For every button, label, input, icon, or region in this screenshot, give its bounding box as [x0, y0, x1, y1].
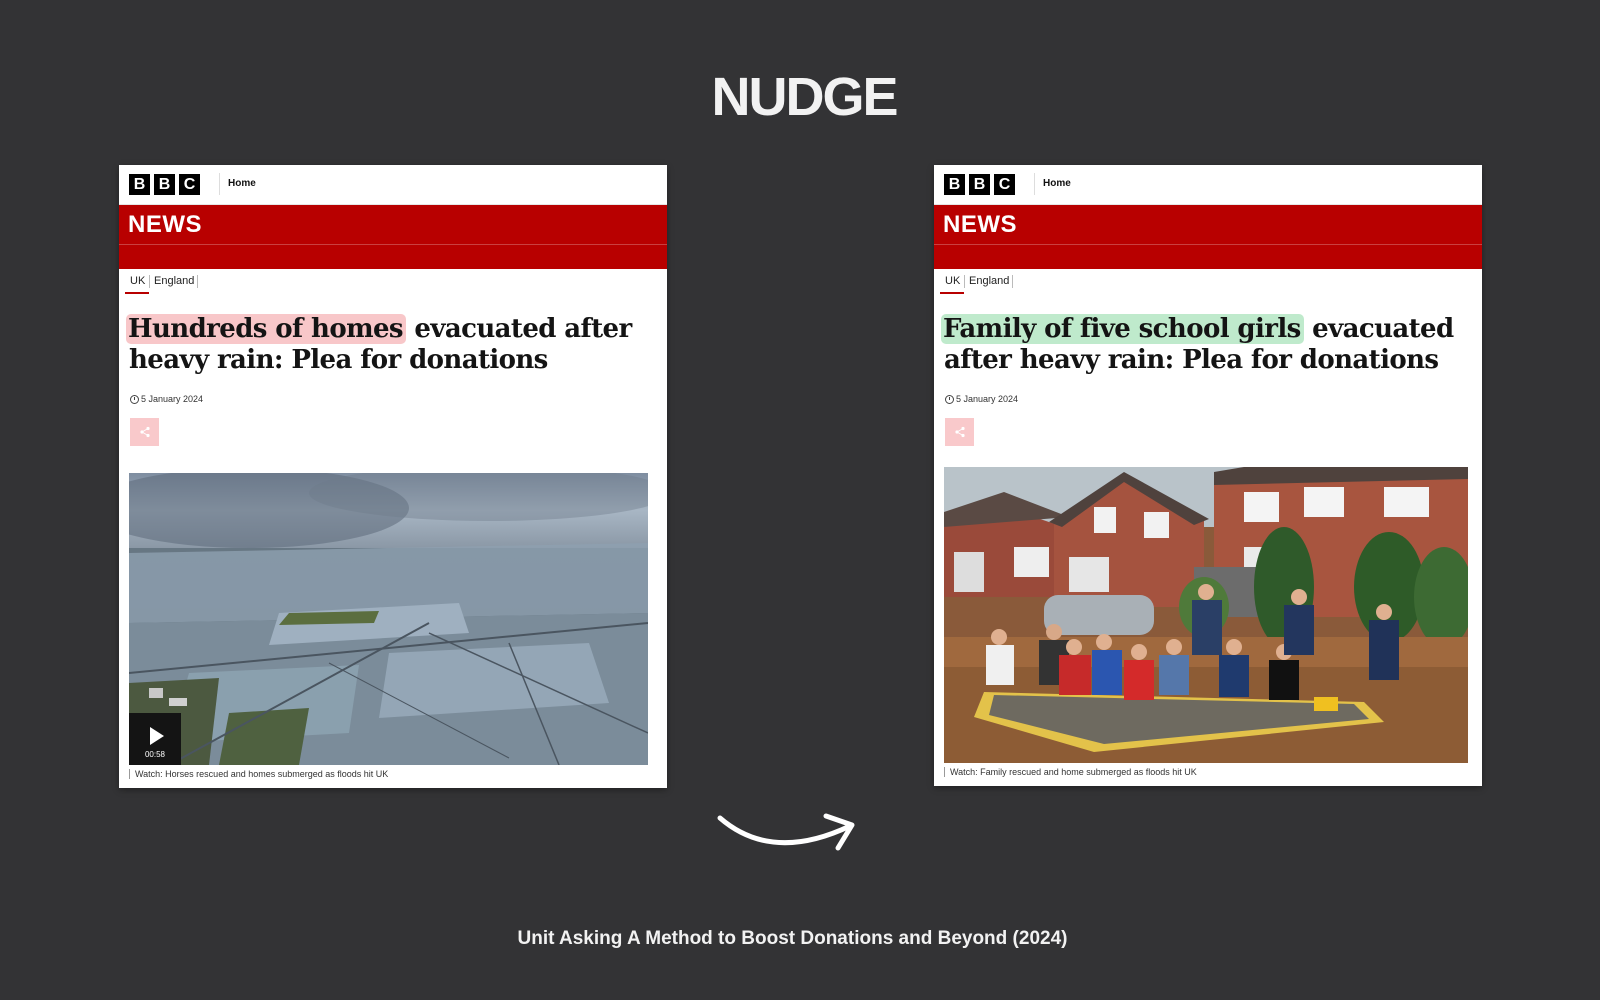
logo-letter: B — [944, 174, 965, 195]
article-date — [945, 394, 1018, 404]
top-nav-bar — [934, 165, 1482, 205]
headline-text: evacuated after heavy rain: Plea for donations — [944, 314, 1454, 375]
banner-divider — [119, 244, 667, 245]
news-section-title[interactable]: NEWS — [128, 211, 202, 238]
headline-highlight: Family of five school girls — [941, 314, 1304, 344]
breadcrumb-uk[interactable]: UK — [945, 275, 961, 287]
nav-divider — [1034, 173, 1035, 195]
news-section-title[interactable]: NEWS — [943, 211, 1017, 238]
media-caption: Watch: Horses rescued and homes submerged as floods hit UK — [129, 769, 388, 779]
nav-home-link[interactable]: Home — [1043, 178, 1071, 189]
article-headline — [944, 314, 1464, 376]
breadcrumb-separator — [197, 275, 198, 288]
breadcrumb-separator — [149, 275, 150, 288]
news-banner — [119, 205, 667, 269]
breadcrumb-active-underline — [940, 292, 964, 294]
article-photo — [944, 467, 1468, 763]
date-text: 5 January 2024 — [956, 394, 1019, 404]
article-card-nudged — [934, 165, 1482, 786]
headline-highlight: Hundreds of homes — [126, 314, 406, 344]
play-button[interactable] — [129, 713, 181, 765]
curved-arrow-icon — [712, 808, 862, 868]
clock-icon — [130, 395, 139, 404]
article-headline — [129, 314, 649, 376]
breadcrumb — [934, 269, 1482, 295]
video-player[interactable] — [129, 473, 648, 765]
play-icon — [150, 727, 164, 745]
video-duration: 00:58 — [144, 750, 166, 759]
share-icon — [139, 426, 151, 438]
logo-letter: C — [994, 174, 1015, 195]
bbc-logo[interactable] — [129, 174, 200, 195]
bbc-logo[interactable] — [944, 174, 1015, 195]
breadcrumb-separator — [964, 275, 965, 288]
breadcrumb-separator — [1012, 275, 1013, 288]
news-banner — [934, 205, 1482, 269]
banner-divider — [934, 244, 1482, 245]
page-title: NUDGE — [711, 67, 897, 127]
media-caption: Watch: Family rescued and home submerged as floods hit UK — [944, 767, 1197, 777]
footer-citation: Unit Asking A Method to Boost Donations and Beyond (2024) — [517, 928, 1068, 949]
nav-home-link[interactable]: Home — [228, 178, 256, 189]
share-icon — [954, 426, 966, 438]
logo-letter: B — [129, 174, 150, 195]
date-text: 5 January 2024 — [141, 394, 204, 404]
share-button[interactable] — [945, 418, 974, 446]
breadcrumb-england[interactable]: England — [154, 275, 195, 287]
breadcrumb — [119, 269, 667, 295]
article-card-original — [119, 165, 667, 788]
logo-letter: B — [154, 174, 175, 195]
article-date — [130, 394, 203, 404]
headline-text: evacuated after heavy rain: Plea for donations — [129, 314, 632, 375]
clock-icon — [945, 395, 954, 404]
breadcrumb-england[interactable]: England — [969, 275, 1010, 287]
family-rescue-image — [944, 467, 1468, 763]
logo-letter: B — [969, 174, 990, 195]
breadcrumb-active-underline — [125, 292, 149, 294]
flood-aerial-image — [129, 473, 648, 765]
breadcrumb-uk[interactable]: UK — [130, 275, 146, 287]
nav-divider — [219, 173, 220, 195]
share-button[interactable] — [130, 418, 159, 446]
logo-letter: C — [179, 174, 200, 195]
top-nav-bar — [119, 165, 667, 205]
